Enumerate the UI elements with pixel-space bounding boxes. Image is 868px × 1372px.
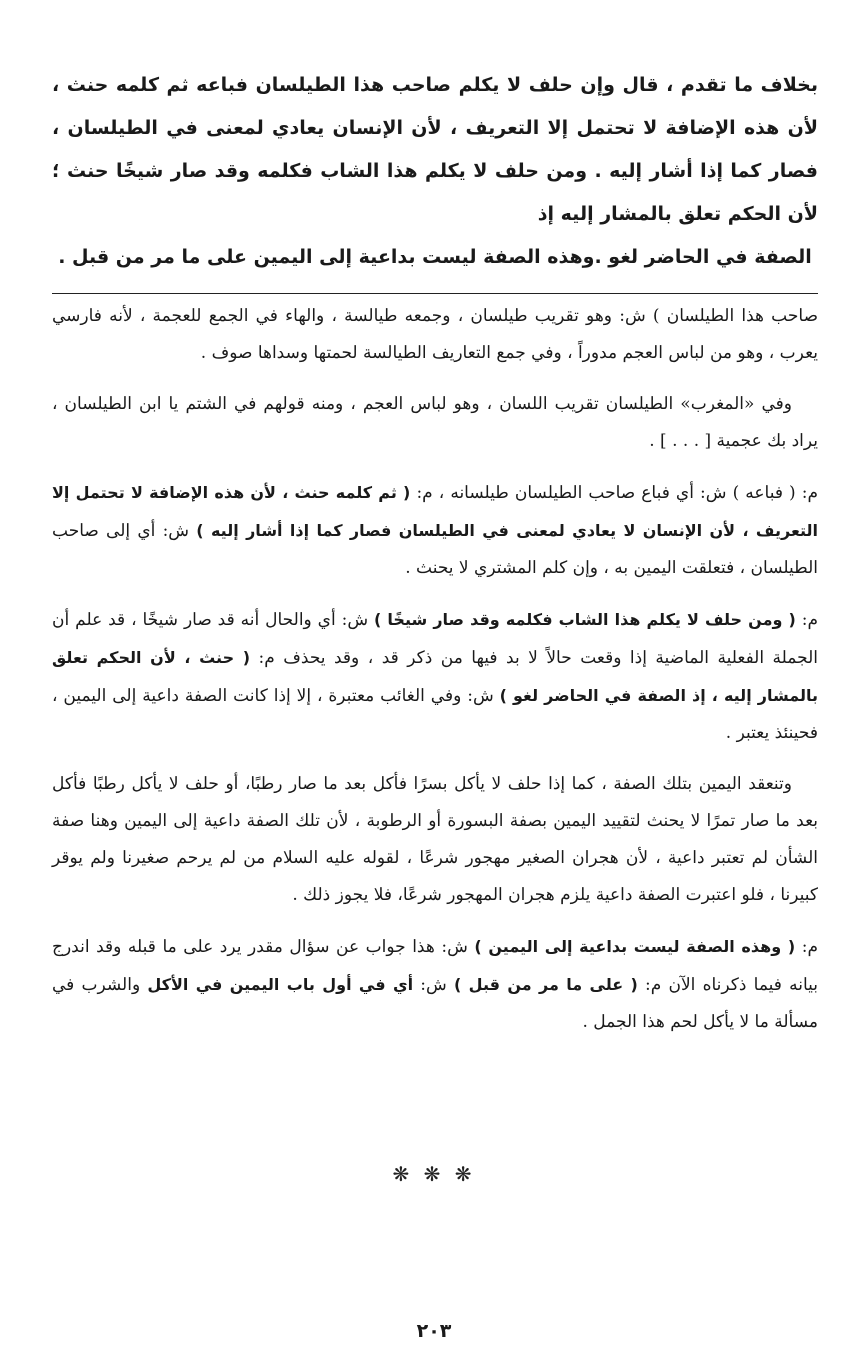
commentary-text: ش: أي إلى صاحب الطيلسان ، فتعلقت اليمين به ، وإن كلم المشتري لا يحنث . (52, 521, 818, 578)
commentary-paragraph-1: صاحب هذا الطيلسان ) ش: وهو تقريب طيلسان ، وجمعه طيالسة ، والهاء في الجمع للعجمة ، لأنه فارسي يعرب ، وهو من لباس العجم مدوراً ، وفي جمع التعاريف الطيالسة لحمتها وسداها صوف . (52, 306, 818, 363)
matn-quote: ( على ما مر من قبل ) (454, 975, 638, 994)
footnote-divider (52, 293, 818, 294)
commentary-text: والشرب في مسألة ما لا يأكل لحم هذا الجمل . (52, 975, 818, 1032)
commentary-paragraph-6 (52, 928, 818, 1041)
commentary-text: ش: أي والحال أنه قد صار شيخًا ، قد علم أن الجملة الفعلية الماضية إذا وقعت حالاً لا بد فيها من ذكر قد ، وقد يحذف م: (52, 610, 818, 668)
commentary-paragraph-4 (52, 601, 818, 752)
section-separator: ❋ ❋ ❋ (392, 1162, 476, 1186)
page-body (52, 64, 818, 1055)
commentary-text: م: (795, 937, 818, 957)
matn-quote: ( حنث ، لأن الحكم تعلق بالمشار إليه ، إذ الصفة في الحاضر لغو ) (52, 648, 819, 705)
main-text-line2: ومن حلف لا يكلم هذا الشاب فكلمه وقد صار شيخًا حنث ؛لأن الحكم تعلق بالمشار إليه إذ (52, 160, 818, 225)
commentary-emphasis: أي في أول باب اليمين في الأكل (147, 975, 414, 994)
main-text-line1: بخلاف ما تقدم ، قال وإن حلف لا يكلم صاحب هذا الطيلسان فباعه ثم كلمه حنث ، لأن هذه الإضافة لا تحتمل إلا التعريف ، لأن الإنسان يعادي لمعنى في الطيلسان ، فصار كما إذا أشار إليه . (52, 74, 818, 182)
commentary (52, 298, 818, 1041)
matn-quote: ( ثم كلمه حنث ، لأن هذه الإضافة لا تحتمل إلا التعريف ، لأن الإنسان لا يعادي لمعنى في الطيلسان فصار كما إذا أشار إليه ) (52, 483, 818, 540)
matn-quote: ( وهذه الصفة ليست بداعية إلى اليمين ) (474, 937, 796, 956)
main-text-line3: الصفة في الحاضر لغو .وهذه الصفة ليست بداعية إلى اليمين على ما مر من قبل . (58, 246, 812, 268)
matn-quote: ( ومن حلف لا يكلم هذا الشاب فكلمه وقد صار شيخًا ) (374, 610, 796, 629)
commentary-paragraph-2: وفي «المغرب» الطيلسان تقريب اللسان ، وهو لباس العجم ، ومنه قولهم في الشتم يا ابن الطيلسان ، يراد بك عجمية [ . . . ] . (52, 394, 818, 451)
main-text (52, 64, 818, 279)
page-number: ٢٠٣ (416, 1320, 452, 1342)
commentary-text: م: ( فباعه ) ش: أي فباع صاحب الطيلسان طيلسانه ، م: (410, 483, 818, 503)
commentary-text: ش: هذا جواب عن سؤال مقدر يرد على ما قبله وقد اندرج بيانه فيما ذكرناه الآن م: (52, 937, 819, 995)
commentary-text: ش: (413, 975, 454, 995)
commentary-text: م: (795, 610, 818, 630)
commentary-text: ش: وفي الغائب معتبرة ، إلا إذا كانت الصفة داعية إلى اليمين ، فحينئذ يعتبر . (52, 686, 818, 743)
commentary-paragraph-3 (52, 474, 818, 587)
commentary-paragraph-5: وتنعقد اليمين بتلك الصفة ، كما إذا حلف لا يأكل بسرًا فأكل بعد ما صار رطبًا، أو حلف لا يأكل رطبًا فأكل بعد ما صار تمرًا لا يحنث لتقييد اليمين بصفة البسورة أو الرطوبة ، لأن تلك الصفة داعية إلى اليمين وهنا صفة الشأن لم تعتبر داعية ، لأن هجران الصغير مهجور شرعًا ، لقوله عليه السلام من لم يرحم صغيرنا ولم يوقر كبيرنا ، فلو اعتبرت الصفة داعية يلزم هجران المهجور شرعًا، فلا يجوز ذلك . (52, 774, 818, 905)
